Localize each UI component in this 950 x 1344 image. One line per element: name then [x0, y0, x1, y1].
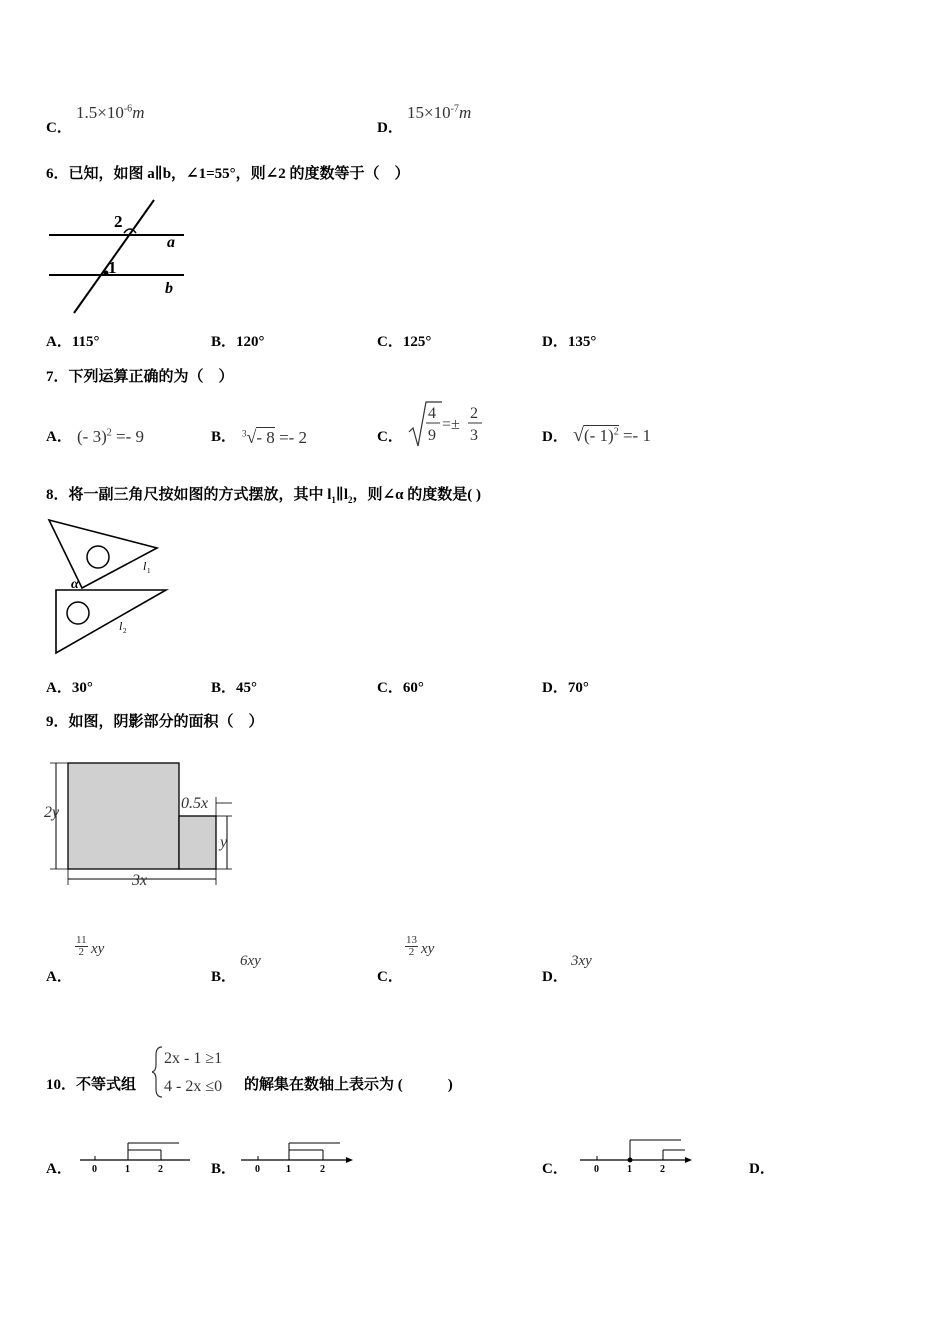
- q6-option-d: D．135°: [542, 334, 597, 350]
- triangle-upper: [49, 520, 157, 588]
- q6-question: 6．已知，如图 a∥b，∠1=55°，则∠2 的度数等于（ ）: [46, 166, 410, 182]
- q6-option-b: B．120°: [211, 334, 265, 350]
- triangle-upper-hole: [87, 546, 109, 568]
- svg-text:2: 2: [320, 1164, 325, 1175]
- q7-option-b-label: B．: [211, 429, 237, 445]
- q5-option-d-label: D．: [377, 120, 403, 136]
- q9-option-b-label: B．: [211, 969, 237, 985]
- q5-option-d-value: $15\times 10^{-7}m$: [407, 103, 472, 122]
- q8-option-a: A．30°: [46, 680, 93, 696]
- label-3x: 3x: [132, 872, 148, 889]
- q10-option-b-number-line: [238, 1138, 358, 1180]
- svg-text:2: 2: [470, 405, 478, 422]
- svg-text:1: 1: [627, 1164, 632, 1175]
- q10-inequality-system: [152, 1043, 247, 1101]
- q6-option-a: A．115°: [46, 334, 100, 350]
- label-1: 1: [108, 258, 117, 277]
- q8-option-c: C．60°: [377, 680, 424, 696]
- q9-question: 9．如图，阴影部分的面积（ ）: [46, 714, 264, 730]
- svg-text:0: 0: [594, 1164, 599, 1175]
- q10-option-d-label: D．: [749, 1161, 775, 1177]
- q6-figure-parallel-lines: [44, 195, 189, 315]
- q8-option-b: B．45°: [211, 680, 258, 696]
- q9-option-d-label: D．: [542, 969, 568, 985]
- q5-option-c-label: C．: [46, 120, 72, 136]
- label-l2: l: [119, 619, 123, 633]
- q7-option-c-label: C．: [377, 429, 403, 445]
- small-rect: [179, 816, 216, 869]
- svg-text:2x - 1 ≥1: 2x - 1 ≥1: [164, 1050, 223, 1067]
- q7-option-b-expr: $^3$√- 8 =- 2: [242, 427, 308, 447]
- q9-option-c-var: xy: [421, 941, 435, 957]
- label-l1: l: [143, 559, 147, 573]
- label-2: 2: [114, 212, 123, 231]
- q7-option-d-label: D．: [542, 429, 568, 445]
- label-l2-sub: 2: [123, 627, 127, 635]
- svg-text:4: 4: [428, 405, 436, 422]
- q10-question-post: 的解集在数轴上表示为 ( ): [244, 1077, 453, 1093]
- triangle-lower-hole: [67, 602, 89, 624]
- q7-question: 7．下列运算正确的为（ ）: [46, 369, 234, 385]
- q9-figure-shaded-area: [42, 755, 242, 890]
- label-2y: 2y: [44, 804, 60, 821]
- svg-text:9: 9: [428, 427, 436, 444]
- svg-text:0: 0: [255, 1164, 260, 1175]
- large-rect: [68, 763, 179, 869]
- q10-option-a-label: A．: [46, 1161, 72, 1177]
- triangle-lower: [56, 590, 166, 653]
- label-y: y: [220, 834, 228, 851]
- svg-text:1: 1: [286, 1164, 291, 1175]
- q7-option-d-expr: √(- 1)$^2$ =- 1: [573, 424, 651, 446]
- q5-option-c-value: $1.5\times 10^{-6}m$: [76, 103, 145, 122]
- svg-text:3: 3: [470, 427, 478, 444]
- q7-option-a-label: A．: [46, 429, 72, 445]
- label-alpha: α: [71, 577, 79, 592]
- q7-option-a-expr: (- 3)$^2$ =- 9: [77, 427, 144, 446]
- q8-figure-set-squares: [44, 515, 179, 660]
- q9-option-d-value: 3xy: [571, 953, 592, 969]
- svg-text:0: 0: [92, 1164, 97, 1175]
- q7-option-c-expr: [406, 398, 486, 452]
- q10-option-c-label: C．: [542, 1161, 568, 1177]
- q8-question: 8．将一副三角尺按如图的方式摆放，其中 $l_1\parallel l_2$，则∠α 的度数是( ): [46, 487, 481, 505]
- q10-option-a-number-line: [75, 1138, 195, 1180]
- q9-option-c-fraction: 13 2: [406, 934, 417, 958]
- svg-text:4 - 2x ≤0: 4 - 2x ≤0: [164, 1078, 223, 1095]
- svg-text:1: 1: [125, 1164, 130, 1175]
- q9-option-b-value: 6xy: [240, 953, 261, 969]
- svg-text:2: 2: [158, 1164, 163, 1175]
- q9-option-a-label: A．: [46, 969, 72, 985]
- q9-option-a-fraction: 11 2: [76, 934, 87, 958]
- q10-option-b-label: B．: [211, 1161, 237, 1177]
- q6-option-c: C．125°: [377, 334, 432, 350]
- q9-option-a-var: xy: [91, 941, 105, 957]
- q9-option-c-label: C．: [377, 969, 403, 985]
- label-a: a: [167, 234, 175, 251]
- svg-text:=±: =±: [442, 416, 460, 433]
- q10-option-c-number-line: [577, 1136, 697, 1178]
- svg-text:2: 2: [660, 1164, 665, 1175]
- q8-option-d: D．70°: [542, 680, 589, 696]
- label-b: b: [165, 280, 173, 297]
- label-l1-sub: 1: [147, 567, 151, 575]
- label-0-5x: 0.5x: [181, 795, 209, 812]
- q10-question-pre: 10．不等式组: [46, 1077, 137, 1093]
